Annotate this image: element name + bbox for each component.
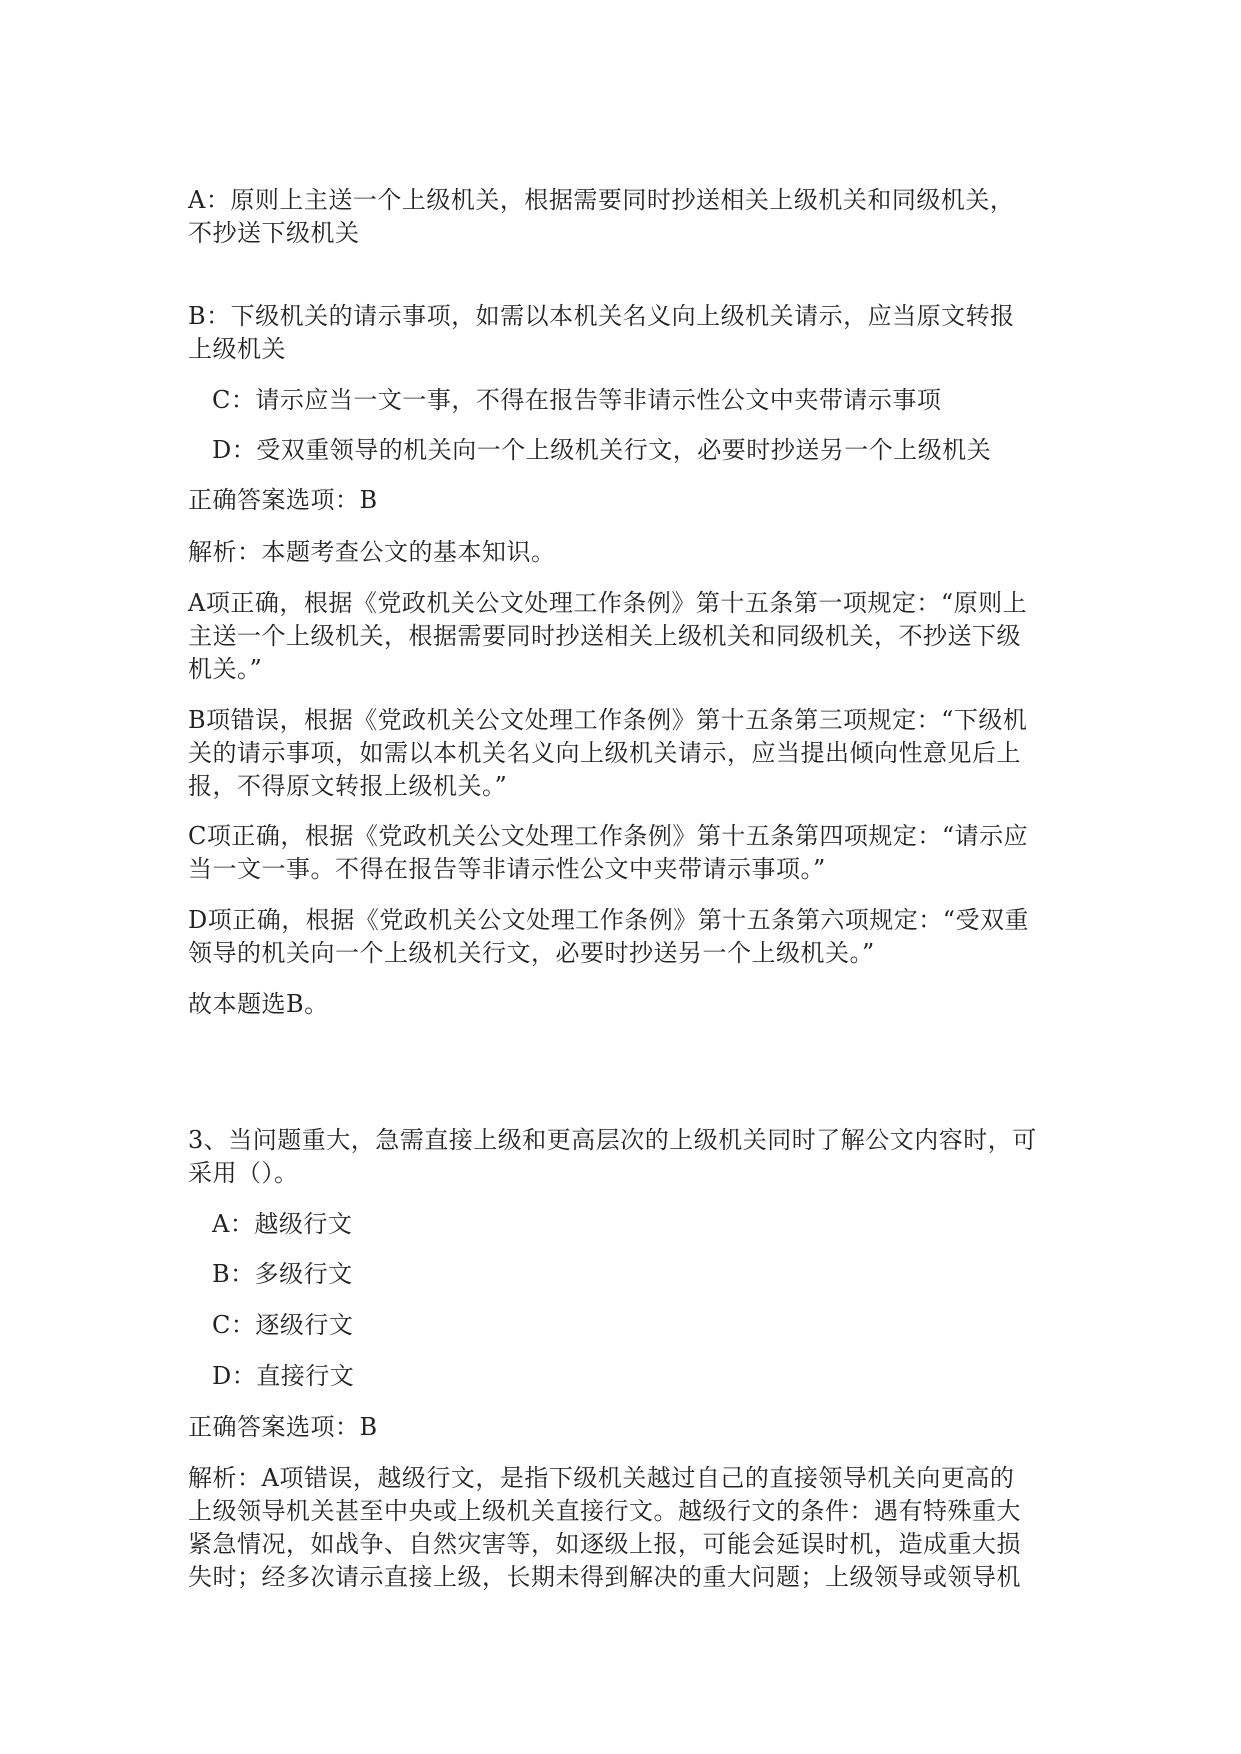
q2-analysis-a-line-3: 机关。” <box>188 655 263 683</box>
q2-analysis-d-line-2: 领导的机关向一个上级机关行文，必要时抄送另一个上级机关。” <box>188 939 875 967</box>
q2-option-a-line-2: 不抄送下级机关 <box>188 219 360 247</box>
q3-option-a: A：越级行文 <box>212 1210 353 1238</box>
q2-analysis-b-line-3: 报，不得原文转报上级机关。” <box>188 772 508 800</box>
q3-option-c: C：逐级行文 <box>212 1311 354 1339</box>
q2-analysis-c-line-1: C项正确，根据《党政机关公文处理工作条例》第十五条第四项规定：“请示应 <box>188 822 1029 850</box>
q2-analysis-d-line-1: D项正确，根据《党政机关公文处理工作条例》第十五条第六项规定：“受双重 <box>188 906 1030 934</box>
q2-option-d: D：受双重领导的机关向一个上级机关行文，必要时抄送另一个上级机关 <box>212 436 992 464</box>
q2-conclusion: 故本题选B。 <box>188 990 329 1018</box>
q2-analysis-b-line-1: B项错误，根据《党政机关公文处理工作条例》第十五条第三项规定：“下级机 <box>188 706 1028 734</box>
q3-analysis-line-2: 上级领导机关甚至中央或上级机关直接行文。越级行文的条件：遇有特殊重大 <box>188 1497 1021 1525</box>
q3-analysis-line-4: 失时；经多次请示直接上级，长期未得到解决的重大问题；上级领导或领导机 <box>188 1563 1021 1591</box>
q3-option-d: D：直接行文 <box>212 1362 355 1390</box>
q3-question-line-1: 3、当问题重大，急需直接上级和更高层次的上级机关同时了解公文内容时，可 <box>188 1126 1037 1154</box>
q2-option-c: C：请示应当一文一事，不得在报告等非请示性公文中夹带请示事项 <box>212 386 942 414</box>
q2-option-b-line-2: 上级机关 <box>188 335 286 363</box>
q3-question-line-2: 采用（）。 <box>188 1159 299 1187</box>
q3-analysis-line-3: 紧急情况，如战争、自然灾害等，如逐级上报，可能会延误时机，造成重大损 <box>188 1530 1021 1558</box>
q3-answer: 正确答案选项：B <box>188 1413 378 1441</box>
q2-answer: 正确答案选项：B <box>188 486 378 514</box>
q2-option-a-line-1: A：原则上主送一个上级机关，根据需要同时抄送相关上级机关和同级机关， <box>188 186 1015 214</box>
q2-analysis-a-line-2: 主送一个上级机关，根据需要同时抄送相关上级机关和同级机关，不抄送下级 <box>188 622 1021 650</box>
q2-analysis-b-line-2: 关的请示事项，如需以本机关名义向上级机关请示，应当提出倾向性意见后上 <box>188 739 1021 767</box>
q2-option-b-line-1: B：下级机关的请示事项，如需以本机关名义向上级机关请示，应当原文转报 <box>188 302 1015 330</box>
q3-analysis-line-1: 解析：A项错误，越级行文，是指下级机关越过自己的直接领导机关向更高的 <box>188 1464 1015 1492</box>
q2-analysis-intro: 解析：本题考查公文的基本知识。 <box>188 538 556 566</box>
q2-analysis-a-line-1: A项正确，根据《党政机关公文处理工作条例》第十五条第一项规定：“原则上 <box>188 589 1028 617</box>
q2-analysis-c-line-2: 当一文一事。不得在报告等非请示性公文中夹带请示事项。” <box>188 855 826 883</box>
q3-option-b: B：多级行文 <box>212 1260 353 1288</box>
